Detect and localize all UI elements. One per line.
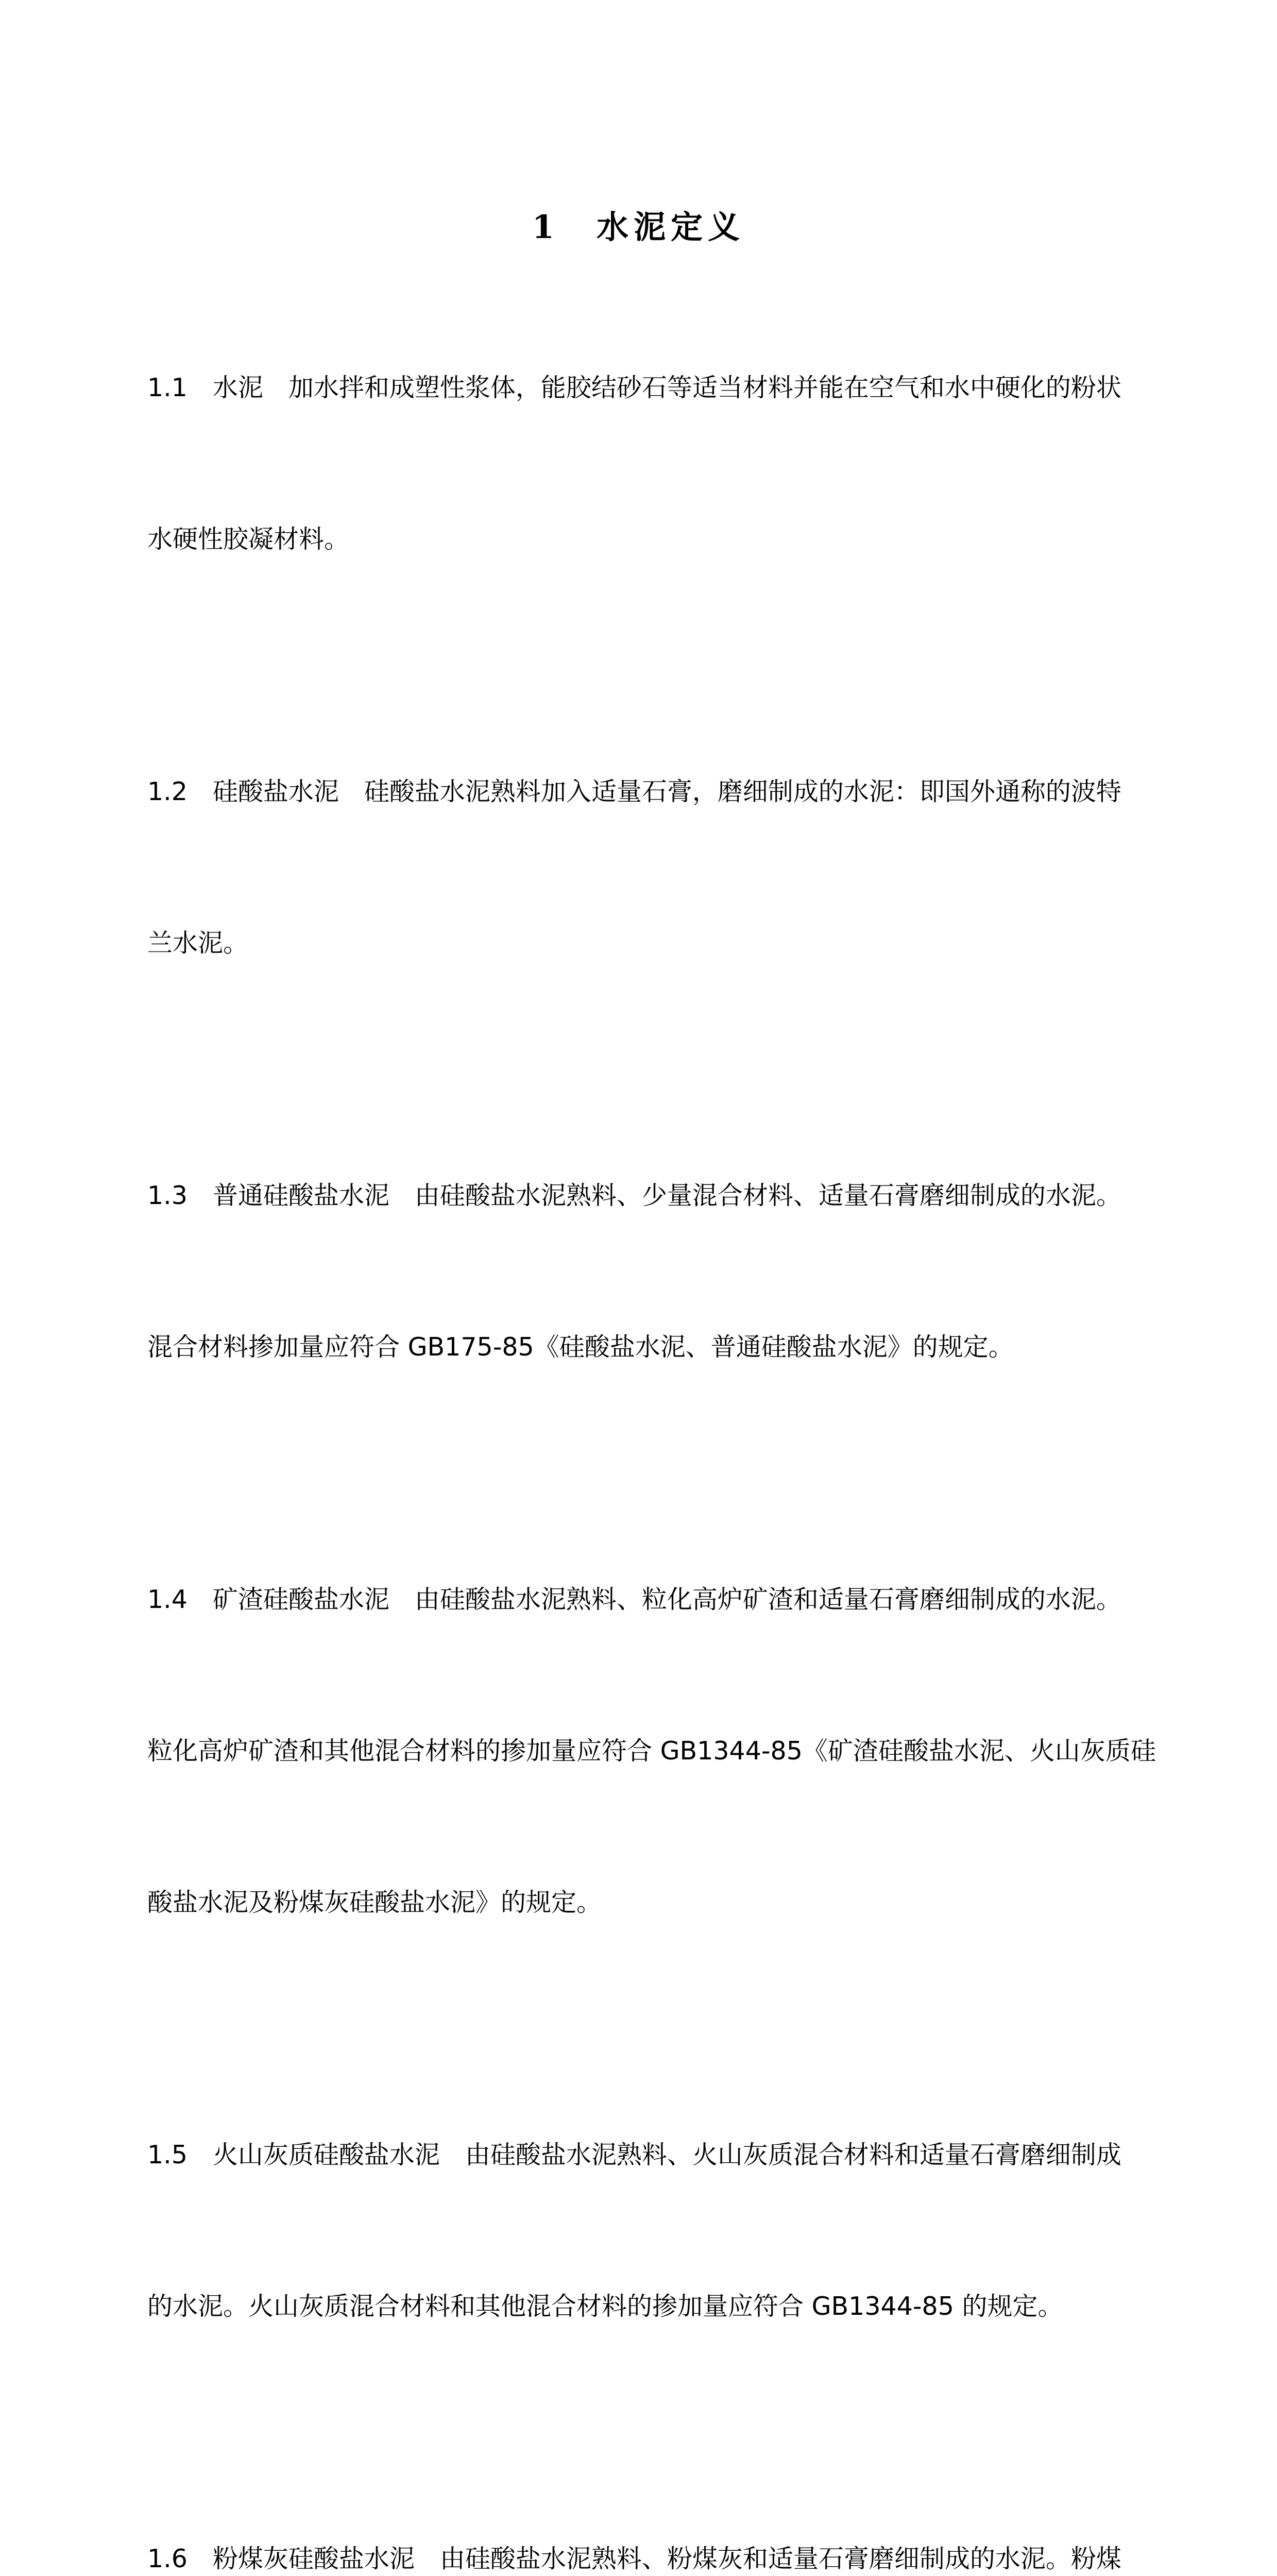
definition-1-4 bbox=[147, 1473, 1156, 2029]
text-line: 混合材料掺加量应符合 GB175-85《硅酸盐水泥、普通硅酸盐水泥》的规定。 bbox=[147, 1332, 1014, 1362]
text-line: 的水泥。火山灰质混合材料和其他混合材料的掺加量应符合 GB1344-85 的规定。 bbox=[147, 2292, 1063, 2321]
text-line: 酸盐水泥及粉煤灰硅酸盐水泥》的规定。 bbox=[147, 1888, 602, 1917]
text-line: 1.5 火山灰质硅酸盐水泥 由硅酸盐水泥熟料、火山灰质混合材料和适量石膏磨细制成 bbox=[147, 2140, 1121, 2170]
text-line: 1.6 粉煤灰硅酸盐水泥 由硅酸盐水泥熟料、粉煤灰和适量石膏磨细制成的水泥。粉煤 bbox=[147, 2544, 1121, 2573]
definition-1-6 bbox=[147, 2433, 1134, 2576]
definition-1-3 bbox=[147, 1070, 1134, 1473]
text-line: 1.3 普通硅酸盐水泥 由硅酸盐水泥熟料、少量混合材料、适量石膏磨细制成的水泥。 bbox=[147, 1181, 1121, 1210]
text-line: 粒化高炉矿渣和其他混合材料的掺加量应符合 GB1344-85《矿渣硅酸盐水泥、火山灰质硅 bbox=[147, 1736, 1156, 1766]
text-line: 1.4 矿渣硅酸盐水泥 由硅酸盐水泥熟料、粒化高炉矿渣和适量石膏磨细制成的水泥。 bbox=[147, 1585, 1121, 1614]
section-heading bbox=[0, 204, 1277, 250]
text-line: 1.2 硅酸盐水泥 硅酸盐水泥熟料加入适量石膏，磨细制成的水泥：即国外通称的波特 bbox=[147, 777, 1121, 806]
section-title: 水泥定义 bbox=[597, 208, 745, 246]
definition-1-1 bbox=[147, 262, 1134, 666]
definition-1-2 bbox=[147, 666, 1134, 1070]
text-line: 水硬性胶凝材料。 bbox=[147, 524, 350, 554]
definition-1-5 bbox=[147, 2029, 1134, 2433]
text-line: 兰水泥。 bbox=[147, 928, 249, 958]
definitions-body bbox=[147, 262, 1156, 2576]
section-number: 1 bbox=[532, 208, 560, 246]
text-line: 1.1 水泥 加水拌和成塑性浆体，能胶结砂石等适当材料并能在空气和水中硬化的粉状 bbox=[147, 373, 1121, 402]
